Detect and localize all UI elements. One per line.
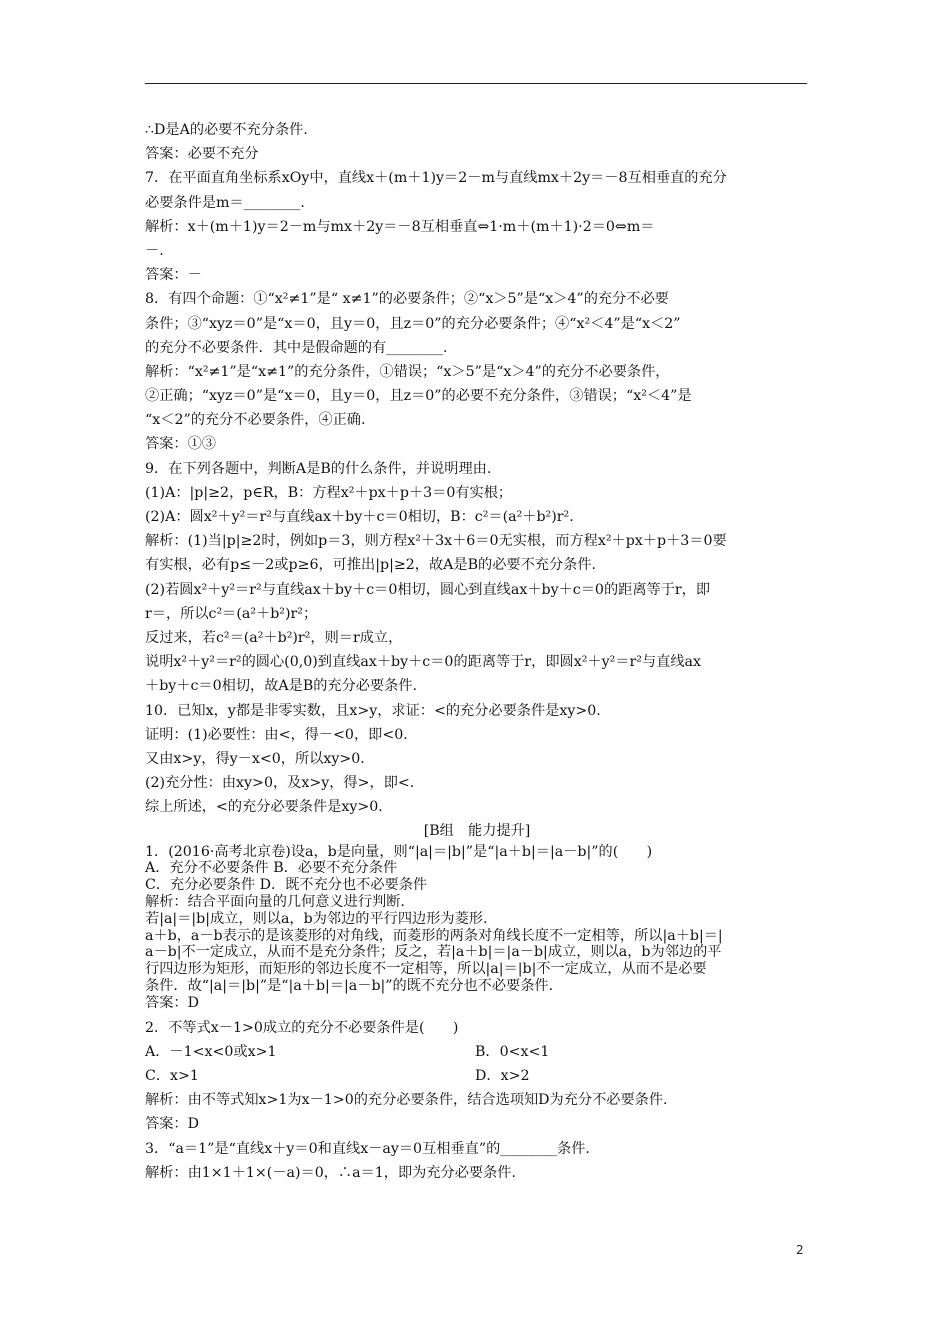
text-line: ＋by＋c＝0相切，故A是B的充分必要条件. — [145, 678, 418, 695]
text-line: ②正确；“xyz＝0”是“x＝0，且y＝0，且z＝0”的必要不充分条件，③错误；“x²＜4”是 — [145, 388, 692, 405]
text-line: (1)A：|p|≥2，p∈R，B：方程x²＋px＋p＋3＝0有实根； — [145, 484, 513, 501]
text-line: (2)A：圆x²＋y²＝r²与直线ax＋by＋c＝0相切，B：c²＝(a²＋b²)r². — [145, 509, 574, 525]
text-line: 综上所述，<的充分必要条件是xy>0. — [145, 799, 383, 816]
text-line: 答案：D — [145, 1116, 199, 1133]
text-line: 必要条件是m＝________. — [145, 194, 305, 211]
text-line: 答案：D — [145, 994, 199, 1011]
section-title: [B组 能力提升] — [423, 823, 531, 840]
text-line: 条件．故“|a|＝|b|”是“|a＋b|＝|a－b|”的既不充分也不必要条件. — [145, 978, 554, 994]
text-line: (2)充分性：由xy>0，及x>y，得>，即<. — [145, 775, 415, 792]
text-line: ∴D是A的必要不充分条件. — [145, 122, 308, 138]
text-line: A．充分不必要条件 B．必要不充分条件 — [145, 860, 398, 877]
text-line: 解析：x＋(m＋1)y＝2－m与mx＋2y＝－8互相垂直⇔1·m＋(m＋1)·2＝0⇔m＝ — [145, 218, 655, 235]
page-number: 2 — [796, 1243, 804, 1257]
option-a: A．－1<x<0或x>1 — [145, 1043, 277, 1060]
option-d: D．x>2 — [475, 1067, 530, 1084]
text-line: 行四边形为矩形，而矩形的邻边长度不一定相等，所以|a|＝|b|不一定成立，从而不是必要 — [145, 961, 707, 978]
text-line: C．充分必要条件 D．既不充分也不必要条件 — [145, 877, 428, 894]
text-line: 解析：由1×1＋1×(－a)＝0，∴a＝1，即为充分必要条件. — [145, 1164, 516, 1181]
text-line: 答案：必要不充分 — [145, 146, 259, 163]
text-line: 解析：(1)当|p|≥2时，例如p＝3，则方程x²＋3x＋6＝0无实根，而方程x²＋px＋p＋3＝0要 — [145, 533, 727, 550]
text-line: r＝，所以c²＝(a²＋b²)r²； — [145, 605, 318, 622]
document-body — [145, 118, 809, 1185]
text-line: (2)若圆x²＋y²＝r²与直线ax＋by＋c＝0相切，圆心到直线ax＋by＋c＝0的距离等于r，即 — [145, 581, 711, 598]
text-line: “x＜2”的充分不必要条件，④正确. — [145, 412, 366, 429]
text-line: 的充分不必要条件．其中是假命题的有________. — [145, 339, 448, 356]
text-line: 3．“a＝1”是“直线x＋y＝0和直线x－ay＝0互相垂直”的________条件. — [145, 1140, 590, 1157]
text-line: 说明x²＋y²＝r²的圆心(0,0)到直线ax＋by＋c＝0的距离等于r，即圆x²＋y²＝r²与直线ax — [145, 654, 702, 671]
text-line: 若|a|＝|b|成立，则以a，b为邻边的平行四边形为菱形. — [145, 910, 488, 927]
option-b: B．0<x<1 — [475, 1043, 550, 1060]
text-line: 答案：－ — [145, 267, 202, 284]
header-rule — [145, 83, 807, 84]
option-c: C．x>1 — [145, 1067, 199, 1084]
text-line: 反过来，若c²＝(a²＋b²)r²，则＝r成立， — [145, 629, 403, 646]
text-line: 证明：(1)必要性：由<，得－<0，即<0. — [145, 726, 408, 743]
text-line: 又由x>y，得y－x<0，所以xy>0. — [145, 750, 365, 767]
text-line: 7．在平面直角坐标系xOy中，直线x＋(m＋1)y＝2－m与直线mx＋2y＝－8互相垂直的充分 — [145, 170, 727, 187]
text-line: 条件；③“xyz＝0”是“x＝0，且y＝0，且z＝0”的充分必要条件；④“x²＜4”是“x＜2” — [145, 315, 681, 332]
text-line: 答案：①③ — [145, 436, 216, 453]
text-line: 解析：“x²≠1”是“x≠1”的充分条件，①错误；“x＞5”是“x＞4”的充分不必要条件， — [145, 363, 670, 380]
text-line: 2．不等式x－1>0成立的充分不必要条件是( ) — [145, 1019, 459, 1036]
text-line: －. — [145, 242, 164, 259]
option-row — [145, 1064, 809, 1088]
text-line: 解析：由不等式知x>1为x－1>0的充分必要条件，结合选项知D为充分不必要条件. — [145, 1092, 668, 1109]
text-line: a－b|不一定成立，从而不是充分条件；反之，若|a＋b|＝|a－b|成立，则以a，b为邻边的平 — [145, 944, 722, 961]
option-row — [145, 1040, 809, 1064]
text-line: 1．(2016·高考北京卷)设a，b是向量，则“|a|＝|b|”是“|a＋b|＝|a－b|”的( ) — [145, 843, 653, 860]
text-line: 8．有四个命题：①“x²≠1”是“ x≠1”的必要条件；②“x＞5”是“x＞4”的充分不必要 — [145, 291, 669, 308]
text-line: 解析：结合平面向量的几何意义进行判断. — [145, 894, 405, 911]
text-line: a＋b，a－b表示的是该菱形的对角线，而菱形的两条对角线长度不一定相等，所以|a＋b|＝| — [145, 927, 723, 944]
text-line: 有实根，必有p≤－2或p≥6，可推出|p|≥2，故A是B的必要不充分条件. — [145, 557, 597, 574]
text-line: 9．在下列各题中，判断A是B的什么条件，并说明理由. — [145, 460, 492, 477]
text-line: 10．已知x，y都是非零实数，且x>y，求证：<的充分必要条件是xy>0. — [145, 702, 601, 719]
